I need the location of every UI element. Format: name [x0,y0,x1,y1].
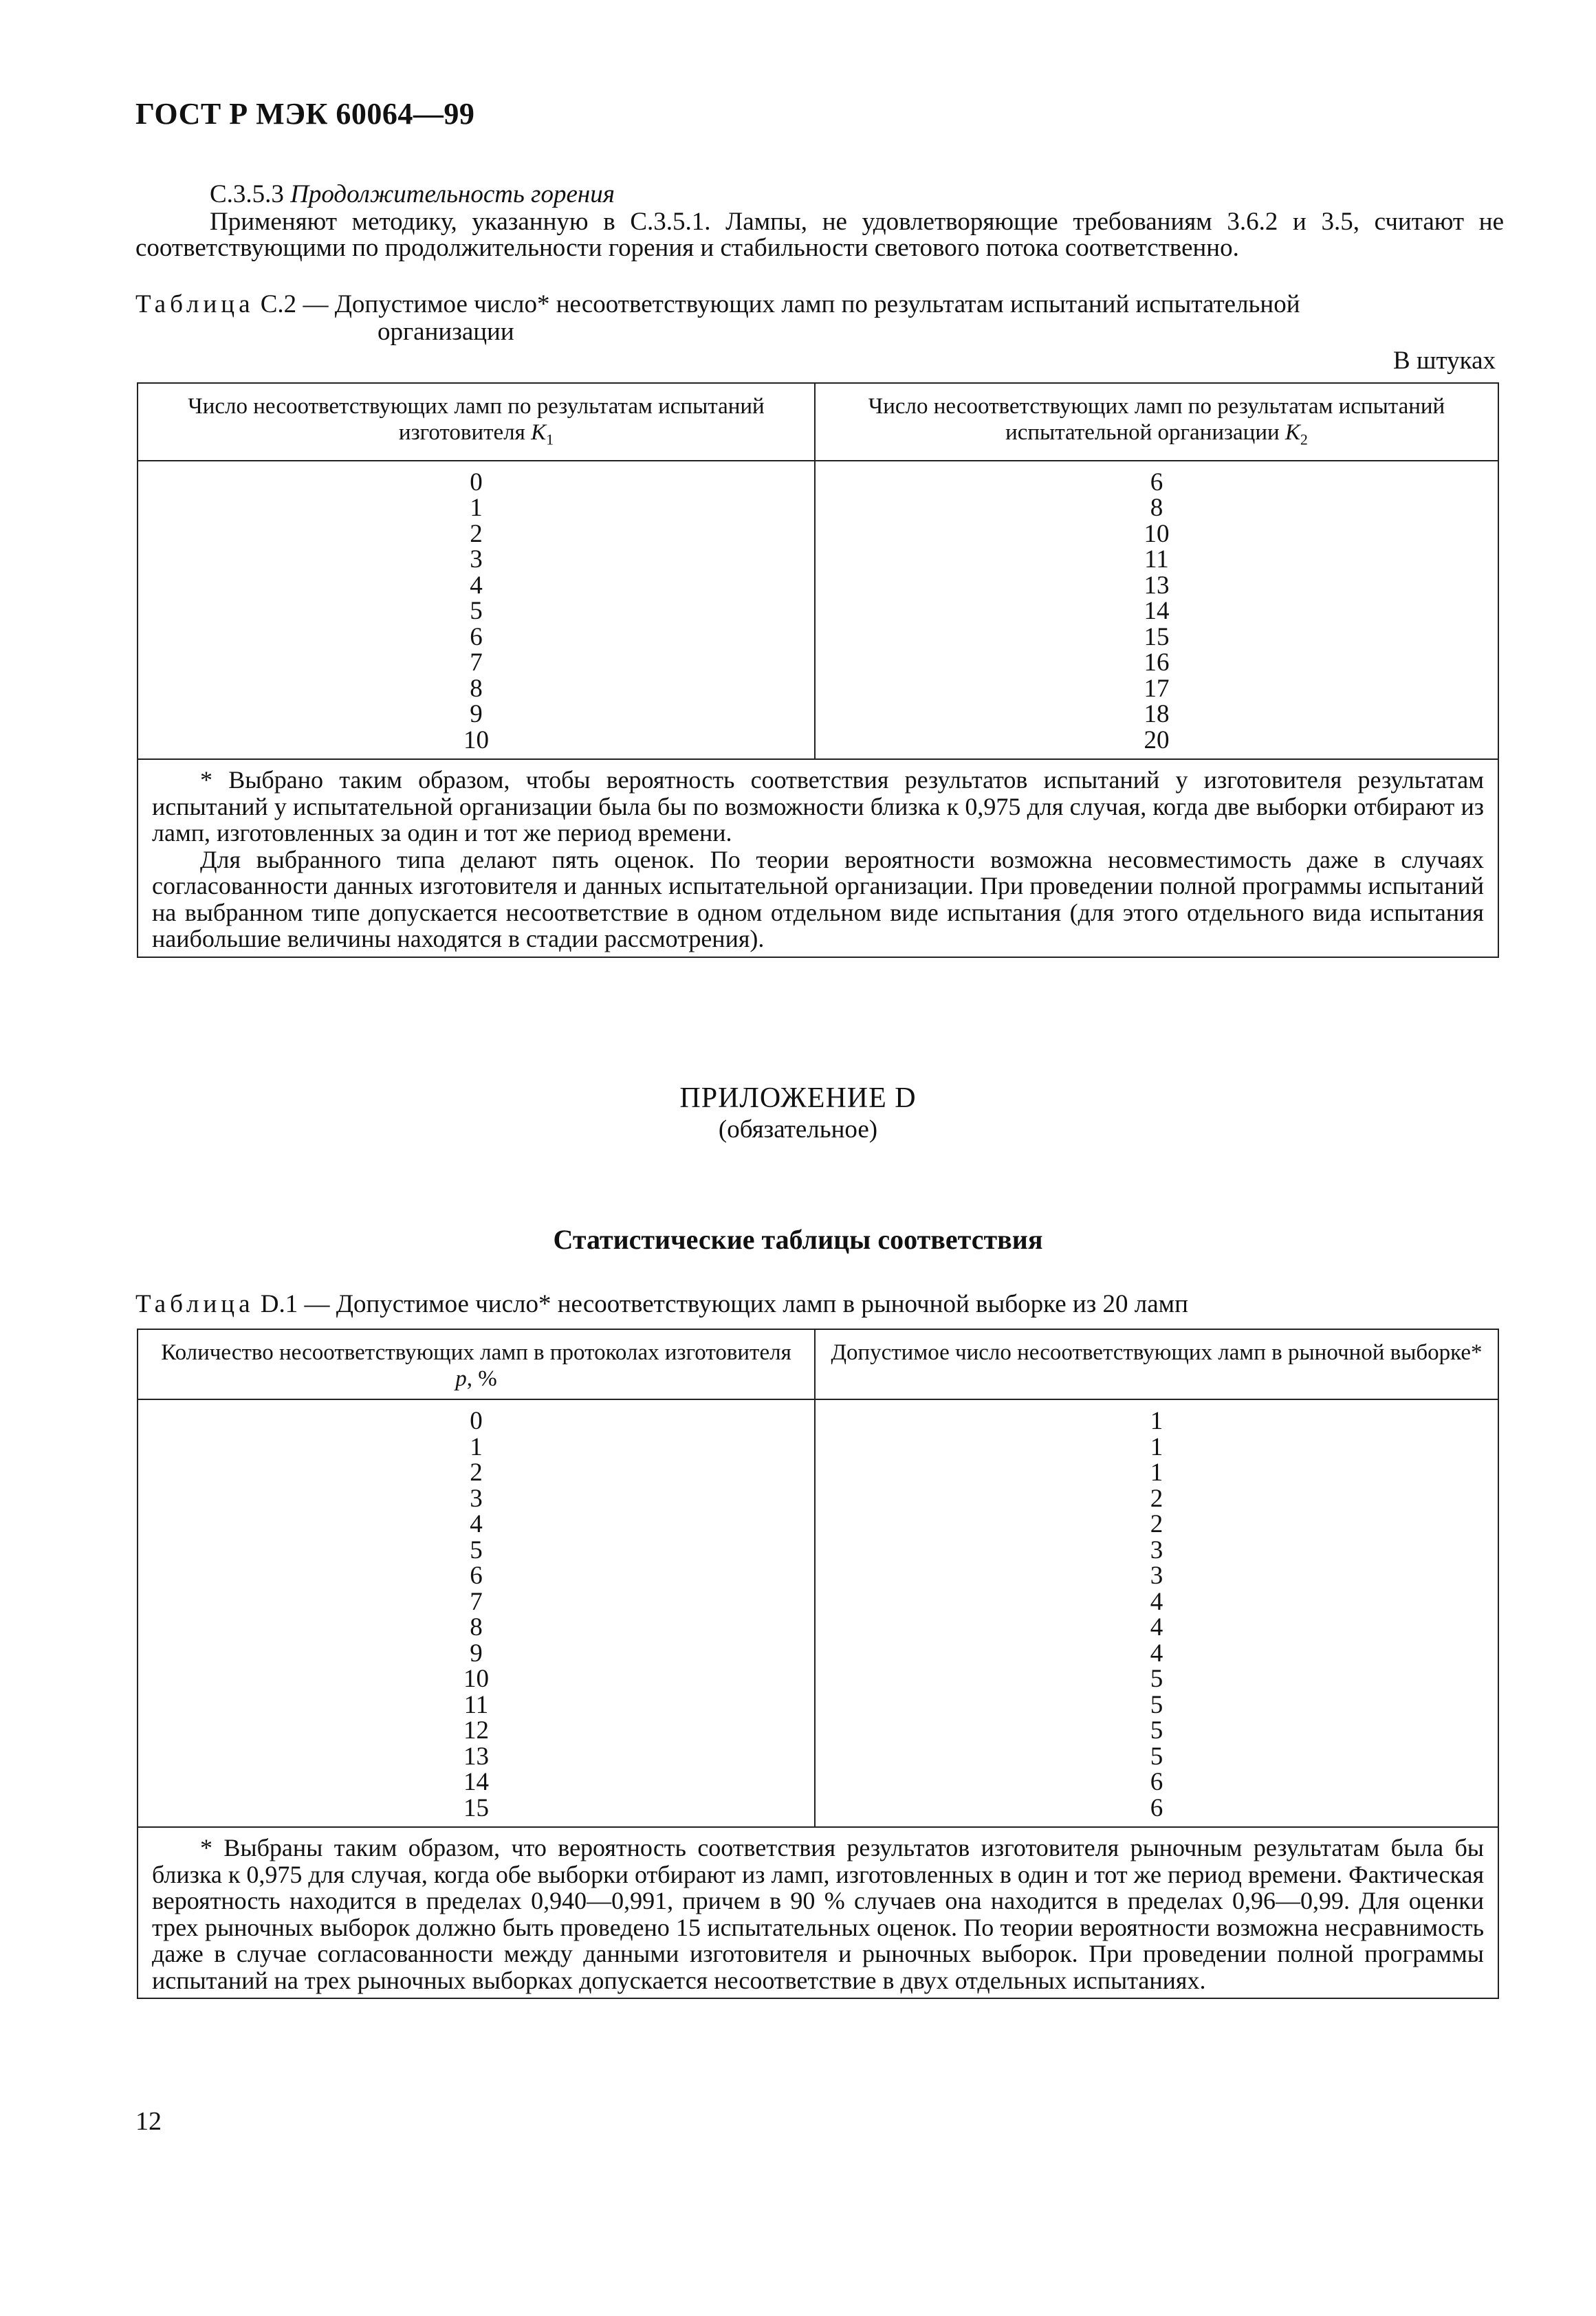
table-cell: 9 [470,1639,483,1668]
table-cell: 5 [470,1536,483,1564]
table-d1-caption [135,1291,1511,1318]
table-cell: 3 [470,1484,483,1513]
table-cell: 5 [1150,1742,1163,1771]
section-number: С.3.5.3 [210,180,284,208]
table-c2-header-row [138,383,1498,461]
table-cell: 6 [1150,1768,1163,1796]
table-cell: 4 [470,571,483,600]
table-cell: 1 [470,494,483,523]
table-cell: 14 [1144,597,1170,626]
table-cell: 11 [463,1690,489,1719]
table-c2-note-row [138,759,1498,957]
table-c2-col1-header [138,383,815,461]
section-text: Применяют методику, указанную в С.3.5.1. Лампы, не удовлетворяющие требованиям 3.6.2 и 3.5, считают не соответствующими по продолжительности горения и стабильности светового потока соответственно. [135,208,1504,262]
table-cell: 1 [1150,1432,1163,1461]
appendix-subtitle: (обязательное) [718,1115,878,1144]
table-d1-caption-label: Таблица [135,1290,254,1318]
table-cell: 6 [1150,468,1163,496]
table-c2-data-row [138,461,1498,760]
table-cell: 6 [470,1562,483,1590]
table-d1-note-text: * Выбраны таким образом, что вероятность соответствия результатов изготовителя рыночным результатам была бы близка к 0,975 для случая, когда обе выборки отбирают из ламп, изготовленных в один и тот же период времени. Фактическая вероятность находится в пределах 0,940—0,991, причем в 90 % случаев она находится в пределах 0,96—0,99. Для оценки трех рыночных выборок должно быть проведено 15 испытательных оценок. По теории вероятности возможна несравнимость даже в случае согласованности между данными изготовителя и рыночных выборок. При проведении полной программы испытаний на трех рыночных выборках допускается несоответствие в двух отдельных испытаниях. [152,1834,1484,1994]
table-cell: 4 [1150,1613,1163,1641]
table-cell: 0 [470,468,483,496]
table-c2-col2-sub: 2 [1300,430,1308,448]
table-cell: 8 [1150,494,1163,523]
table-cell: 5 [470,597,483,626]
table-cell: 6 [470,622,483,651]
table-c2-caption-label: Таблица [135,290,254,318]
table-cell: 2 [1150,1484,1163,1513]
table-c2-k1-column [138,461,815,760]
table-cell: 15 [463,1793,489,1822]
table-cell: 3 [1150,1536,1163,1564]
table-cell: 8 [470,1613,483,1641]
table-d1-header-row [138,1329,1498,1399]
table-cell: 1 [470,1432,483,1461]
table-cell: 18 [1144,700,1170,729]
table-c2-unit: В штуках [1393,347,1496,375]
table-cell: 5 [1150,1665,1163,1693]
appendix-section-title: Статистические таблицы соответствия [553,1224,1043,1255]
table-cell: 13 [1144,571,1170,600]
table-d1-note-row [138,1827,1498,1998]
table-d1-p-column [138,1399,815,1827]
table-cell: 4 [1150,1639,1163,1668]
table-c2-col2-header-text: Число несоответствующих ламп по результатам испытаний испытательной организации [868,394,1445,445]
table-cell: 5 [1150,1716,1163,1745]
table-c2 [137,382,1499,958]
table-cell: 10 [463,1665,489,1693]
table-c2-col2-header [815,383,1498,461]
table-d1-data-row [138,1399,1498,1827]
table-cell: 16 [1144,648,1170,677]
document-header: ГОСТ Р МЭК 60064—99 [135,97,475,131]
table-d1-col1-unit: , % [466,1366,497,1391]
table-d1-caption-rest: D.1 — Допустимое число* несоответствующих ламп в рыночной выборке из 20 ламп [260,1290,1188,1318]
table-cell: 2 [470,1459,483,1487]
section-title: Продолжительность горения [290,180,615,208]
table-cell: 3 [1150,1562,1163,1590]
table-cell: 8 [470,674,483,703]
table-cell: 15 [1144,622,1170,651]
table-cell: 11 [1144,545,1169,574]
table-cell: 1 [1150,1407,1163,1435]
table-cell: 3 [470,545,483,574]
table-c2-caption-line2: организации [378,318,514,346]
table-cell: 17 [1144,674,1170,703]
table-cell: 13 [463,1742,489,1771]
table-c2-k2-column [815,461,1498,760]
table-d1-allowed-column [815,1399,1498,1827]
table-cell: 7 [470,648,483,677]
table-d1 [137,1329,1499,1999]
table-cell: 7 [470,1587,483,1616]
page-number: 12 [135,2107,162,2136]
table-c2-note [138,759,1498,957]
table-c2-col2-var: K [1285,420,1300,445]
table-d1-col1-header-text: Количество несоответствующих ламп в протоколах изготовителя [161,1340,791,1365]
table-c2-caption-number: С.2 [260,290,297,318]
table-d1-col1-header [138,1329,815,1399]
table-cell: 20 [1144,725,1170,754]
table-cell: 6 [1150,1793,1163,1822]
table-cell: 10 [1144,519,1170,548]
table-cell: 0 [470,1407,483,1435]
table-cell: 4 [470,1510,483,1538]
table-c2-note-p1: * Выбрано таким образом, чтобы вероятность соответствия результатов испытаний у изготовителя результатам испытаний у испытательной организации была бы по возможности близка к 0,975 для случая, когда две выборки отбирают из ламп, изготовленных за один и тот же период времени. [152,766,1484,847]
table-d1-col2-header: Допустимое число несоответствующих ламп в рыночной выборке* [815,1329,1498,1399]
table-cell: 5 [1150,1690,1163,1719]
table-c2-caption [135,291,1511,346]
table-cell: 2 [1150,1510,1163,1538]
table-cell: 12 [463,1716,489,1745]
table-d1-note [138,1827,1498,1998]
table-c2-col1-var: K [531,420,547,445]
table-cell: 10 [463,725,489,754]
table-c2-caption-line1: — Допустимое число* несоответствующих ламп по результатам испытаний испытательной [296,290,1300,318]
section-heading-c353 [135,182,1504,208]
table-c2-col1-header-text: Число несоответствующих ламп по результатам испытаний изготовителя [188,394,765,445]
appendix-title: ПРИЛОЖЕНИЕ D [679,1082,917,1114]
table-cell: 14 [463,1768,489,1796]
table-cell: 2 [470,519,483,548]
table-c2-note-p2: Для выбранного типа делают пять оценок. По теории вероятности возможна несовместимость даже в случаях согласованности данных изготовителя и данных испытательной организации. При проведении полной программы испытаний на выбранном типе допускается несоответствие в одном отдельном виде испытания (для этого отдельного вида испытания наибольшие величины находятся в стадии рассмотрения). [152,845,1484,953]
table-cell: 1 [1150,1459,1163,1487]
table-cell: 9 [470,700,483,729]
table-cell: 4 [1150,1587,1163,1616]
table-c2-col1-sub: 1 [546,430,554,448]
table-d1-col1-var: p [455,1366,467,1391]
